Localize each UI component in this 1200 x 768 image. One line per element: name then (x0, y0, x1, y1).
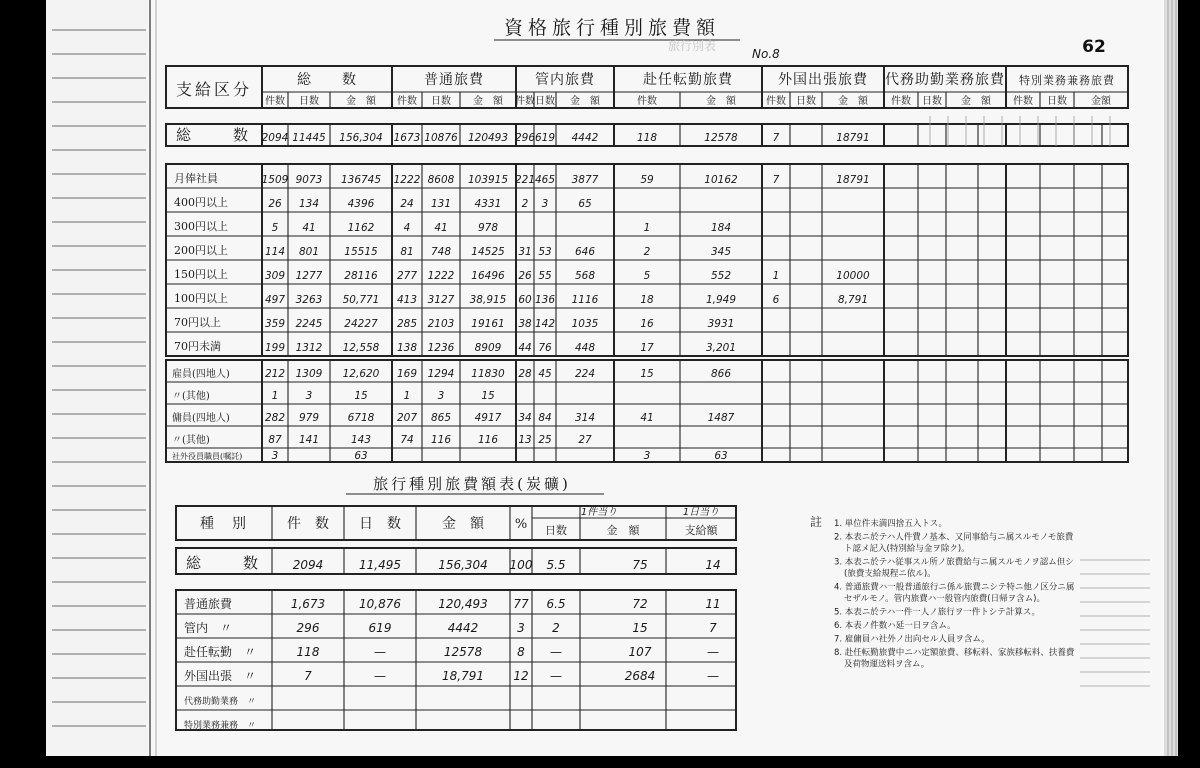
upper-row-cell: 9073 (295, 174, 323, 186)
upper-row2-cell: 314 (574, 412, 596, 424)
upper-row-cell: 24 (400, 198, 414, 210)
upper-row-label: 400円以上 (174, 196, 228, 209)
upper-row-cell: 748 (430, 246, 452, 258)
upper-row2-cell: 1487 (707, 412, 735, 424)
lower-row-cell: 6.5 (546, 597, 566, 611)
upper-subcol-header: 件数 (637, 96, 657, 107)
upper-subcol-header: 件数 (891, 96, 911, 107)
upper-row-cell: 60 (518, 294, 532, 306)
upper-row-cell: 14525 (471, 246, 505, 258)
upper-row2-cell: 224 (574, 368, 596, 380)
upper-total-cell: 296 (514, 132, 536, 144)
upper-subcol-header: 金額 (1091, 96, 1111, 107)
upper-row-cell: 1236 (427, 342, 455, 354)
upper-row2-cell: 282 (264, 412, 286, 424)
lower-row-cell: 2 (552, 621, 560, 635)
upper-row-cell: 1222 (393, 174, 421, 186)
upper-row2-cell: 27 (578, 434, 592, 446)
upper-row-cell: 28116 (344, 270, 378, 282)
lower-row-label: 代務助勤業務 〃 (184, 697, 257, 707)
upper-row-cell: 3 (541, 198, 549, 210)
lower-row-cell: — (374, 645, 386, 659)
upper-row2-cell: 63 (354, 450, 368, 462)
upper-row2-cell: 3 (305, 390, 313, 402)
upper-row-label: 200円以上 (174, 244, 228, 257)
upper-row-cell: 12,558 (342, 342, 380, 354)
upper-row2-cell: 1294 (427, 368, 455, 380)
upper-row-label: 月俸社員 (174, 172, 218, 185)
lower-row-label: 特別業務兼務 〃 (184, 721, 257, 731)
upper-subcol-header: 金 額 (838, 96, 868, 107)
lower-row-label: 普通旅費 (184, 597, 233, 611)
note-line: 1. 単位件未満四捨五入トス。 (834, 519, 947, 529)
upper-row-cell: 134 (298, 198, 320, 210)
upper-row2-label: 社外役員職員(嘱託) (172, 452, 243, 461)
lower-total-cell: 100 (509, 558, 533, 572)
upper-row-cell: 3127 (427, 294, 455, 306)
upper-row2-cell: 1 (271, 390, 279, 402)
upper-row-cell: 497 (264, 294, 286, 306)
notes-heading: 註 (810, 515, 823, 529)
upper-row2-label: 雇員(四地人) (172, 369, 230, 380)
note-line: 8. 赴任転勤旅費中ニハ定額旅費、移転料、家族移転料、扶養費 (834, 648, 1075, 658)
lower-row-label: 外国出張 〃 (184, 669, 257, 683)
upper-row-cell: 55 (538, 270, 552, 282)
upper-row-cell: 17 (640, 342, 654, 354)
upper-row-cell: 24227 (344, 318, 378, 330)
upper-row-label: 70円未満 (174, 340, 221, 353)
upper-row2-cell: 87 (268, 434, 282, 446)
lower-row-cell: 619 (368, 621, 392, 635)
note-line: 7. 雇傭員ハ社外ノ出向セル人員ヲ含ム。 (834, 634, 990, 645)
left-page (46, 0, 148, 756)
upper-total-cell: 11445 (292, 132, 326, 144)
upper-row-cell: 76 (538, 342, 552, 354)
lower-header-count: 件 数 (287, 516, 329, 532)
lower-row-cell: 7 (709, 621, 717, 635)
upper-row-label: 100円以上 (174, 292, 228, 305)
upper-row-cell: 1509 (261, 174, 289, 186)
upper-row-cell: 646 (574, 246, 596, 258)
upper-row-cell: 1312 (295, 342, 323, 354)
upper-row2-cell: 4917 (474, 412, 502, 424)
upper-row-cell: 3931 (707, 318, 735, 330)
upper-row-cell: 41 (302, 222, 316, 234)
upper-row-cell: 142 (534, 318, 556, 330)
lower-row-cell: — (550, 669, 562, 683)
upper-row2-cell: 28 (518, 368, 532, 380)
upper-total-cell: 4442 (571, 132, 599, 144)
lower-row-cell: — (707, 645, 719, 659)
lower-total-cell: 75 (632, 558, 648, 572)
upper-row2-cell: 84 (538, 412, 552, 424)
upper-row-cell: 359 (264, 318, 286, 330)
upper-row-cell: 221 (514, 174, 536, 186)
upper-row-cell: 1 (643, 222, 651, 234)
upper-row-cell: 136 (534, 294, 556, 306)
upper-row-cell: 285 (396, 318, 418, 330)
note-line: (旅費支給規程ニ依ル)。 (844, 569, 936, 579)
upper-row-cell: 38,915 (469, 294, 507, 306)
lower-header-per-case: 1件当り (580, 507, 618, 518)
note-line: 3. 本表ニ於テハ従事スル所ノ旅費給与ニ属スルモノヲ認ム但シ (834, 557, 1074, 568)
lower-row-cell: 120,493 (438, 597, 488, 611)
upper-row2-cell: 865 (430, 412, 452, 424)
upper-row-cell: 199 (264, 342, 286, 354)
upper-row-cell: 59 (640, 174, 654, 186)
lower-header-per-case-amount: 金 額 (606, 524, 640, 537)
upper-row2-cell: 116 (477, 434, 499, 446)
lower-row-cell: — (550, 645, 562, 659)
lower-row-cell: 3 (517, 621, 525, 635)
upper-row-cell: 4396 (347, 198, 375, 210)
upper-subcol-header: 日数 (1047, 96, 1067, 107)
lower-row-label: 赴任転勤 〃 (184, 645, 257, 659)
upper-row2-cell: 34 (518, 412, 532, 424)
upper-row-cell: 38 (518, 318, 532, 330)
upper-subcol-header: 件数 (265, 96, 285, 107)
note-line: 6. 本表ノ件数ハ延一日ヲ含ム。 (834, 621, 956, 631)
upper-row-cell: 345 (710, 246, 732, 258)
lower-row-label: 管内 〃 (184, 621, 233, 635)
upper-row-cell: 131 (430, 198, 452, 210)
upper-row2-cell: 143 (350, 434, 372, 446)
lower-row-cell: 7 (304, 669, 312, 683)
lower-row-cell: 72 (632, 597, 648, 611)
upper-row2-cell: 866 (710, 368, 732, 380)
upper-row-cell: 5 (643, 270, 651, 282)
upper-row-cell: 2 (521, 198, 529, 210)
upper-total-cell: 2094 (261, 132, 289, 144)
upper-row-cell: 184 (710, 222, 732, 234)
upper-row2-cell: 1309 (295, 368, 323, 380)
upper-row-cell: 50,771 (342, 294, 380, 306)
upper-row-cell: 1035 (571, 318, 599, 330)
lower-row-cell: 118 (296, 645, 320, 659)
upper-total-cell: 7 (772, 132, 780, 144)
lower-total-cell: 14 (705, 558, 721, 572)
upper-row-cell: 10162 (704, 174, 738, 186)
upper-row-cell: 65 (578, 198, 592, 210)
upper-total-cell: 18791 (836, 132, 870, 144)
upper-row2-cell: 12,620 (342, 368, 380, 380)
upper-row-cell: 8909 (474, 342, 502, 354)
upper-row2-cell: 15 (481, 390, 495, 402)
lower-total-cell: 2094 (292, 558, 324, 572)
upper-row2-cell: 15 (354, 390, 368, 402)
upper-group-header: 普通旅費 (424, 72, 484, 88)
faint-stamp: 旅行別表 (668, 39, 717, 53)
upper-row-cell: 4331 (474, 198, 502, 210)
upper-row-label: 70円以上 (174, 316, 221, 329)
upper-subcol-header: 日数 (535, 96, 555, 107)
note-line: 2. 本表ニ於テハ人件費ノ基本、又同事給与ニ属スルモノモ旅費 (834, 532, 1074, 543)
upper-row-cell: 3263 (295, 294, 323, 306)
upper-row2-cell: 63 (714, 450, 728, 462)
page-number: 62 (1082, 37, 1106, 57)
note-line: 及荷物運送料ヲ含ム。 (844, 659, 930, 670)
upper-row-cell: 3877 (571, 174, 599, 186)
lower-row-cell: 2684 (624, 669, 656, 683)
upper-row2-cell: 1 (403, 390, 411, 402)
upper-group-header: 代務助勤業務旅費 (885, 72, 1005, 88)
lower-header-per-day: 1日当り (682, 507, 720, 518)
upper-subcol-header: 金 額 (570, 96, 600, 107)
upper-total-cell: 619 (534, 132, 556, 144)
upper-row-cell: 1116 (571, 294, 599, 306)
upper-row-cell: 4 (403, 222, 411, 234)
upper-subcol-header: 日数 (431, 96, 451, 107)
upper-row-cell: 1,949 (705, 294, 737, 306)
lower-row-cell: 18,791 (442, 669, 484, 683)
page-title: 資格旅行種別旅費額 (503, 17, 721, 39)
upper-group-header: 管内旅費 (535, 72, 595, 88)
upper-row-label: 300円以上 (174, 220, 228, 233)
upper-row-cell: 10000 (836, 270, 870, 282)
upper-row-cell: 16496 (471, 270, 505, 282)
upper-group-header: 総 数 (297, 72, 357, 88)
upper-row2-cell: 11830 (471, 368, 505, 380)
lower-row-cell: 12 (513, 669, 529, 683)
upper-row-cell: 5 (271, 222, 279, 234)
lower-header-per-case-days: 日数 (545, 524, 567, 537)
lower-header-amount: 金 額 (442, 516, 484, 532)
lower-row-cell: 1,673 (290, 597, 326, 611)
upper-row-cell: 2245 (295, 318, 323, 330)
upper-row-cell: 19161 (471, 318, 505, 330)
upper-total-cell: 118 (636, 132, 658, 144)
upper-row2-cell: 3 (437, 390, 445, 402)
upper-subcol-header: 金 額 (346, 96, 376, 107)
upper-subcol-header: 件数 (397, 96, 417, 107)
upper-group-header: 特別業務兼務旅費 (1019, 74, 1115, 87)
upper-total-cell: 1673 (393, 132, 421, 144)
upper-row-cell: 2 (643, 246, 651, 258)
lower-total-cell: 156,304 (438, 558, 488, 572)
upper-total-cell: 156,304 (339, 132, 383, 144)
upper-row-cell: 114 (264, 246, 286, 258)
upper-row-cell: 2103 (427, 318, 455, 330)
note-line: 4. 普通旅費ハ一般普通旅行ニ係ル旅費ニシテ特ニ他ノ区分ニ属 (834, 582, 1075, 593)
lower-row-cell: 77 (513, 597, 529, 611)
upper-row-cell: 15515 (344, 246, 378, 258)
upper-row2-label: 〃(其他) (172, 435, 210, 446)
upper-row-cell: 309 (264, 270, 286, 282)
upper-row-cell: 465 (534, 174, 556, 186)
upper-row-cell: 3,201 (705, 342, 737, 354)
upper-row-cell: 1162 (347, 222, 375, 234)
upper-row2-cell: 116 (430, 434, 452, 446)
upper-row2-cell: 13 (518, 434, 532, 446)
upper-total-cell: 10876 (424, 132, 458, 144)
upper-row2-cell: 74 (400, 434, 414, 446)
upper-subcol-header: 金 額 (706, 96, 736, 107)
upper-row-cell: 568 (574, 270, 596, 282)
upper-row-cell: 53 (538, 246, 552, 258)
upper-row-cell: 1 (772, 270, 780, 282)
upper-row-cell: 18791 (836, 174, 870, 186)
upper-row2-cell: 212 (264, 368, 286, 380)
upper-row2-label: 〃(其他) (172, 391, 210, 402)
upper-row2-cell: 15 (640, 368, 654, 380)
lower-row-cell: 107 (628, 645, 652, 659)
lower-row-cell: 15 (632, 621, 648, 635)
upper-row-cell: 978 (477, 222, 499, 234)
upper-row2-cell: 3 (271, 450, 279, 462)
upper-row-cell: 18 (640, 294, 654, 306)
note-line: ト認メ記入(特別給与金ヲ除ク)。 (844, 544, 970, 554)
lower-row-cell: — (707, 669, 719, 683)
upper-row-header: 支給区分 (175, 80, 253, 99)
upper-row-cell: 448 (574, 342, 596, 354)
upper-row-cell: 81 (400, 246, 414, 258)
lower-header-percent: % (514, 517, 528, 532)
upper-group-header: 赴任転勤旅費 (643, 72, 733, 88)
upper-subcol-header: 日数 (299, 96, 319, 107)
upper-subcol-header: 件数 (515, 96, 535, 107)
upper-row-cell: 16 (640, 318, 654, 330)
upper-row2-cell: 3 (643, 450, 651, 462)
lower-row-cell: 296 (296, 621, 320, 635)
upper-row-label: 150円以上 (174, 268, 228, 281)
lower-table-title: 旅行種別旅費額表(炭礦) (373, 475, 571, 493)
form-number: No.8 (752, 47, 780, 61)
upper-total-cell: 120493 (467, 132, 509, 144)
upper-row2-label: 傭員(四地人) (172, 413, 230, 424)
upper-row-cell: 413 (396, 294, 418, 306)
lower-total-cell: 5.5 (546, 558, 566, 572)
upper-row-cell: 26 (268, 198, 282, 210)
upper-subcol-header: 日数 (796, 96, 816, 107)
lower-row-cell: 10,876 (359, 597, 401, 611)
lower-row-cell: — (374, 669, 386, 683)
note-line: 5. 本表ニ於テハ一件一人ノ旅行ヲ一件トシテ計算ス。 (834, 607, 1041, 618)
upper-row2-cell: 169 (396, 368, 418, 380)
lower-row-cell: 8 (517, 645, 525, 659)
upper-row-cell: 1277 (295, 270, 323, 282)
upper-row2-cell: 141 (298, 434, 320, 446)
upper-row-cell: 31 (518, 246, 532, 258)
upper-row2-cell: 207 (396, 412, 418, 424)
upper-row2-cell: 979 (298, 412, 320, 424)
lower-row-cell: 11 (705, 597, 721, 611)
upper-row-cell: 44 (518, 342, 532, 354)
upper-row-cell: 8,791 (837, 294, 869, 306)
lower-header-per-day-amount: 支給額 (684, 524, 718, 537)
lower-total-label: 総 数 (185, 554, 263, 572)
upper-row-cell: 103915 (467, 174, 509, 186)
upper-row-cell: 7 (772, 174, 780, 186)
lower-row-cell: 12578 (443, 645, 483, 659)
lower-header-days: 日 数 (359, 516, 401, 532)
upper-total-cell: 12578 (704, 132, 738, 144)
upper-row2-cell: 25 (538, 434, 552, 446)
upper-row2-cell: 45 (538, 368, 552, 380)
upper-row-cell: 277 (396, 270, 418, 282)
upper-subcol-header: 金 額 (961, 96, 991, 107)
upper-row-cell: 8608 (427, 174, 455, 186)
upper-row-cell: 41 (434, 222, 448, 234)
lower-total-cell: 11,495 (359, 558, 401, 572)
upper-row-cell: 6 (772, 294, 780, 306)
upper-row2-cell: 6718 (347, 412, 375, 424)
note-line: セザルモノ。管内旅費ハ一般管内旅費(日帰ヲ含ム)。 (844, 594, 1045, 604)
upper-row-cell: 552 (710, 270, 732, 282)
upper-total-label: 総 数 (175, 126, 253, 144)
upper-row-cell: 136745 (340, 174, 382, 186)
upper-subcol-header: 金 額 (473, 96, 503, 107)
upper-row-cell: 1222 (427, 270, 455, 282)
upper-row2-cell: 41 (640, 412, 654, 424)
upper-subcol-header: 件数 (1013, 96, 1033, 107)
lower-row-cell: 4442 (447, 621, 479, 635)
lower-header-kind: 種 別 (200, 516, 248, 532)
upper-subcol-header: 件数 (766, 96, 786, 107)
upper-row-cell: 26 (518, 270, 532, 282)
upper-group-header: 外国出張旅費 (778, 72, 868, 88)
upper-row-cell: 801 (298, 246, 320, 258)
upper-row-cell: 138 (396, 342, 418, 354)
upper-subcol-header: 日数 (922, 96, 942, 107)
